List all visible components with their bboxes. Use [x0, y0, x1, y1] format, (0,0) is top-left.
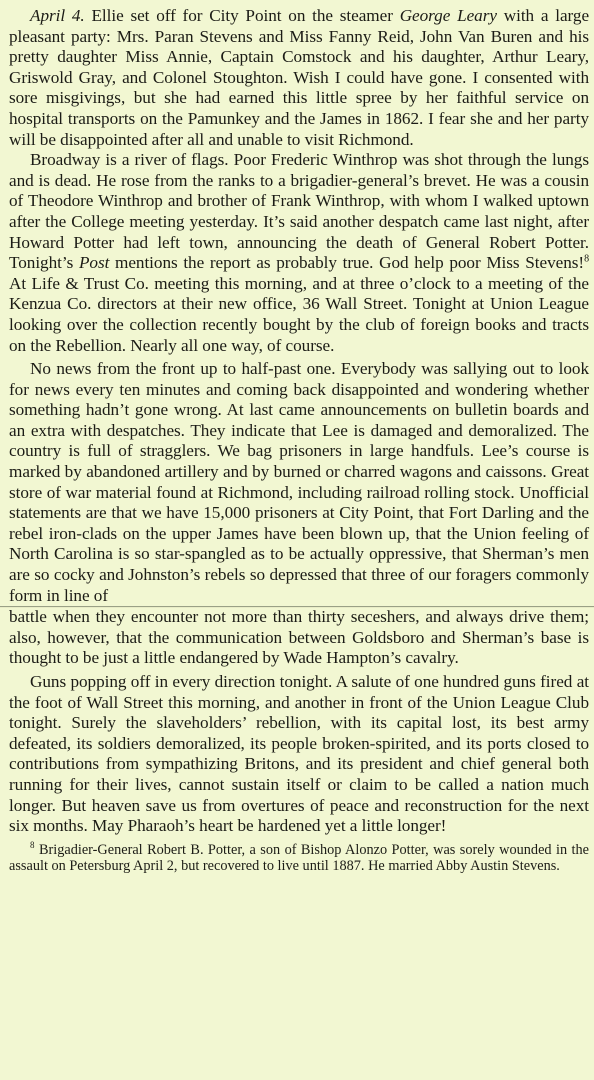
p3-text-b: battle when they encounter not more than thirty seceshers, and always drive them; also, however, that the communication between Goldsboro and Sherman’s base is thought to be just a little endangered by Wade Hampton’s cavalry. [9, 607, 589, 668]
p2-text-c: At Life & Trust Co. meeting this morning, and at three o’clock to a meeting of the Kenzua Co. directors at their new office, 36 Wall Street. Tonight at Union League looking over the collection recently bought by the club of foreign books and tracts on the Rebellion. Nearly all one way, of course. [9, 273, 589, 355]
paragraph-ellie-departure [9, 6, 589, 150]
p2-text-a: Broadway is a river of flags. Poor Frederic Winthrop was shot through the lungs and is dead. He rose from the ranks to a brigadier-general’s brevet. He was a cousin of Theodore Winthrop and brother of Frank Winthrop, with whom I walked uptown after the College meeting yesterday. It’s said another despatch came last night, after Howard Potter had left town, announcing the death of General Robert Potter. Tonight’s [9, 150, 589, 273]
footnote [9, 839, 590, 874]
p3-text-a: No news from the front up to half-past one. Everybody was sallying out to look for news every ten minutes and coming back disappointed and wondering whether something hadn’t gone wrong. At last came announcements on bulletin boards and an extra with despatches. They indicate that Lee is damaged and demoralized. The country is full of stragglers. We bag prisoners in large handfuls. Lee’s course is marked by abandoned artillery and by burned or charred wagons and caissons. Great store of war material found at Richmond, including railroad rolling stock. Unofficial statements are that we have 15,000 prisoners at City Point, that Fort Darling and the rebel iron-clads on the upper James have been blown up, that the Union feeling of North Carolina is so star-spangled as to be actually oppressive, that Sherman’s men are so cocky and Johnston’s rebels so depressed that three of our foragers commonly form in line of [9, 359, 589, 605]
footnote-text: Brigadier-General Robert B. Potter, a son of Bishop Alonzo Potter, was sorely wounded in the assault on Petersburg April 2, but recovered to live until 1887. He married Abby Austin Stevens. [9, 841, 590, 874]
p4-text: Guns popping off in every direction tonight. A salute of one hundred guns fired at the foot of Wall Street this morning, and another in front of the Union League Club tonight. Surely the slaveholders’ rebellion, with its capital lost, its best army defeated, its soldiers demoralized, its people broken-spirited, and its ports closed to contributions from sympathizing Britons, and its president and chief general both running for their lives, cannot sustain itself or claim to be called a nation much longer. But heaven save us from overtures of peace and reconstruction for the next six months. May Pharaoh’s heart be hardened yet a little longer! [9, 672, 589, 836]
p1-text-a: Ellie set off for City Point on the steamer [91, 6, 393, 25]
paragraph-front-news [9, 359, 589, 606]
entry-date: April 4. [30, 6, 85, 25]
footnote-reference: 8 [584, 253, 590, 265]
newspaper-name: Post [78, 253, 110, 273]
paragraph-broadway-flags [9, 150, 589, 356]
p2-text-b: mentions the report as probably true. God help poor Miss Stevens! [115, 253, 585, 273]
ship-name: George Leary [399, 6, 497, 25]
paragraph-guns-salute [9, 672, 589, 837]
paragraph-front-news-continued [9, 607, 589, 669]
footnote-number: 8 [30, 839, 35, 850]
p1-text-b: with a large pleasant party: Mrs. Paran Stevens and Miss Fanny Reid, John Van Buren and his pretty daughter Miss Annie, Captain Comstock and his daughter, Arthur Leary, Griswold Gray, and Colonel Stoughton. Wish I could have gone. I consented with sore misgivings, but she had earned this little spree by her faithful service on hospital transports on the Pamunkey and the James in 1862. I fear she and her party will be disappointed after all and unable to visit Richmond. [9, 6, 590, 149]
